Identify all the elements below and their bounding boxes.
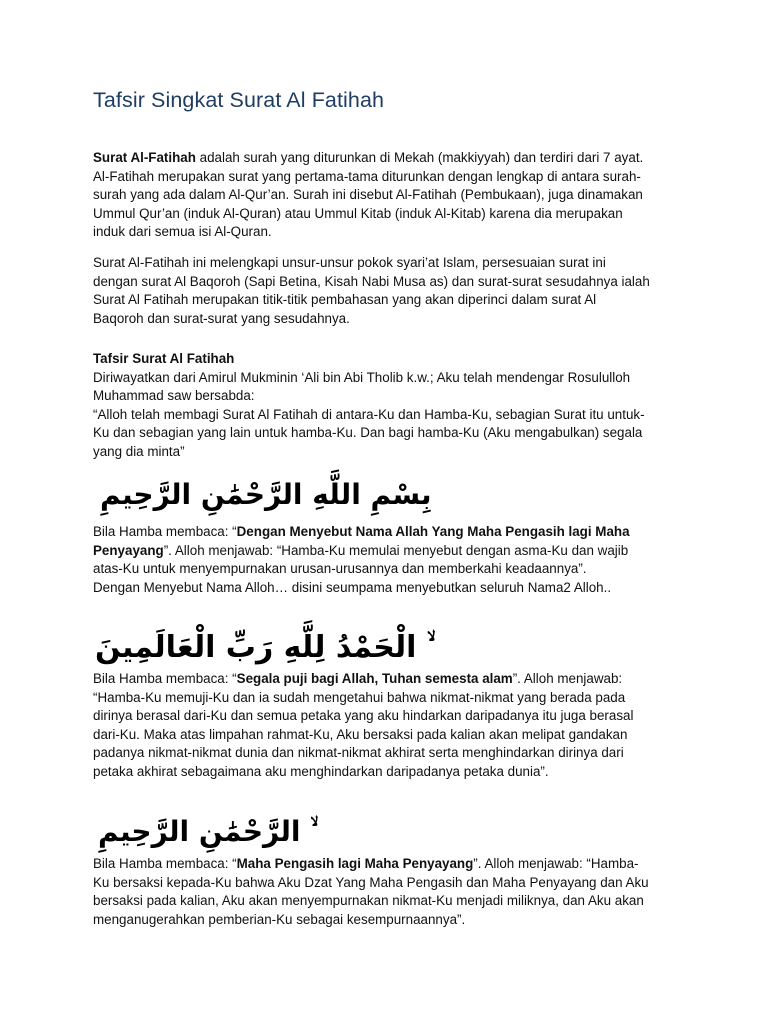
intro-lead-bold: Surat Al-Fatihah	[93, 150, 196, 165]
ayah2-explanation	[93, 670, 693, 781]
tafsir-line-3: “Alloh telah membagi Surat Al Fatihah di antara-Ku dan Hamba-Ku, sebagian Surat itu untuk-	[93, 406, 645, 422]
ayah3-bold: Maha Pengasih lagi Maha Penyayang	[236, 856, 474, 871]
ayah3-line-1	[93, 855, 693, 874]
ayah3-line-4: menganugerahkan pemberian-Ku sebagai kesempurnaannya”.	[93, 911, 466, 927]
intro-line-1	[93, 149, 693, 168]
intro-line-5: induk dari semua isi Al-Quran.	[93, 224, 272, 239]
second-paragraph	[93, 254, 693, 328]
ayah1-pre: Bila Hamba membaca: “	[93, 524, 237, 539]
ayah2-pre: Bila Hamba membaca: “	[93, 671, 237, 686]
tafsir-line-5: yang dia minta”	[93, 443, 185, 459]
tafsir-line-2: Muhammad saw bersabda:	[93, 388, 255, 403]
para2-line-4: Baqoroh dan surat-surat yang sesudahnya.	[93, 310, 350, 326]
ayah1-line-2	[93, 542, 693, 561]
intro-line-2: Al-Fatihah merupakan surat yang pertama-tama diturunkan dengan lengkap di antara surah-	[93, 168, 641, 184]
tafsir-line-1: Diriwayatkan dari Amirul Mukminin ‘Ali bin Abi Tholib k.w.; Aku telah mendengar Rosululloh	[93, 369, 631, 385]
ayah2-line-5: padanya nikmat-nikmat dunia dan nikmat-nikmat akhirat serta menghindarkan dirinya dari	[93, 745, 624, 760]
ayah3-pre: Bila Hamba membaca: “	[93, 856, 237, 871]
ayah2-post: ”. Alloh menjawab:	[512, 671, 623, 686]
ayah2-line-6: petaka akhirat sebagaimana aku menghindarkan daripadanya petaka dunia”.	[93, 763, 549, 779]
arrahman-arabic: ۙ الرَّحْمَٰنِ الرَّحِيمِ	[98, 815, 311, 848]
basmalah-arabic: بِسْمِ اللَّهِ الرَّحْمَٰنِ الرَّحِيمِ	[100, 478, 432, 511]
page-title: Tafsir Singkat Surat Al Fatihah	[93, 88, 385, 112]
para2-line-1: Surat Al-Fatihah ini melengkapi unsur-unsur pokok syari’at Islam, persesuaian surat ini	[93, 255, 606, 270]
ayah3-explanation	[93, 855, 693, 929]
ayah1-line-3: atas-Ku untuk menyempurnakan urusan-urusannya dan memberkahi keadaannya”.	[93, 561, 587, 576]
para2-line-3: Surat Al Fatihah merupakan titik-titik pembahasan yang akan diperinci dalam surat Al	[93, 292, 597, 307]
ayah2-line-3: dirinya berasal dari-Ku dan semua petaka yang aku hindarkan daripadanya itu juga berasal	[93, 708, 634, 723]
tafsir-section	[93, 350, 693, 461]
intro-line-4: Ummul Qur’an (induk Al-Quran) atau Ummul Kitab (induk Al-Kitab) karena dia merupakan	[93, 205, 623, 221]
intro-lead-rest: adalah surah yang diturunkan di Mekah (makkiyyah) dan terdiri dari 7 ayat.	[195, 150, 644, 165]
tafsir-heading: Tafsir Surat Al Fatihah	[93, 351, 235, 366]
ayah1-post: ”. Alloh menjawab: “Hamba-Ku memulai menyebut dengan asma-Ku dan wajib	[163, 542, 629, 558]
ayah2-line-2: “Hamba-Ku memuji-Ku dan ia sudah mengetahui bahwa nikmat-nikmat yang berada pada	[93, 689, 626, 705]
ayah1-line-4: Dengan Menyebut Nama Alloh… disini seumpama menyebutkan seluruh Nama2 Alloh..	[93, 579, 612, 595]
para2-line-2: dengan surat Al Baqoroh (Sapi Betina, Kisah Nabi Musa as) dan surat-surat sesudahnya ialah	[93, 273, 650, 289]
ayah1-line-1	[93, 523, 693, 542]
ayah2-bold: Segala puji bagi Allah, Tuhan semesta alam	[236, 671, 513, 686]
ayah1-bold-1: Dengan Menyebut Nama Allah Yang Maha Pengasih lagi Maha	[236, 524, 630, 539]
ayah3-post: ”. Alloh menjawab: “Hamba-	[473, 856, 639, 871]
tafsir-line-4: Ku dan sebagian yang lain untuk hamba-Ku. Dan bagi hamba-Ku (Aku mengabulkan) segala	[93, 425, 643, 440]
alhamdu-arabic: ۙ الْحَمْدُ لِلَّهِ رَبِّ الْعَالَمِينَ	[95, 630, 427, 665]
intro-line-3: surah yang ada dalam Al-Qur’an. Surah ini disebut Al-Fatihah (Pembukaan), juga dinamakan	[93, 187, 643, 202]
intro-paragraph	[93, 149, 693, 242]
ayah2-line-1	[93, 670, 693, 689]
ayah3-line-3: bersaksi pada kalian, Aku akan menyempurnakan nikmat-Ku menjadi miliknya, dan Aku akan	[93, 893, 644, 908]
ayah3-line-2: Ku bersaksi kepada-Ku bahwa Aku Dzat Yang Maha Pengasih dan Maha Penyayang dan Aku	[93, 874, 649, 890]
ayah1-bold-2: Penyayang	[93, 542, 164, 558]
ayah1-explanation	[93, 523, 693, 597]
ayah2-line-4: dari-Ku. Maka atas limpahan rahmat-Ku, Aku bersaksi pada kalian akan melipat gandakan	[93, 726, 628, 742]
